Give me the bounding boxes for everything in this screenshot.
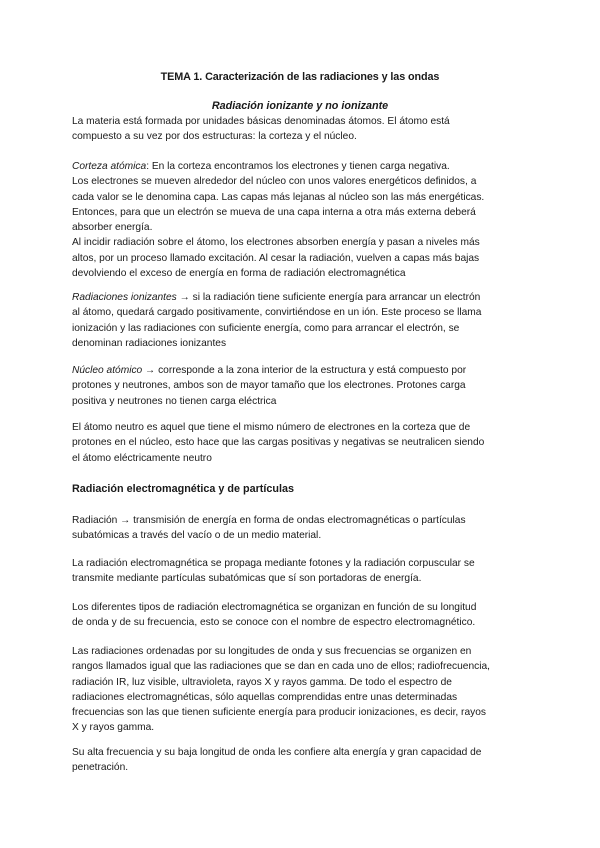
- term-nucleo-rest: → corresponde a la zona interior de la estructura y está compuesto por: [142, 365, 467, 376]
- text-line: El átomo neutro es aquel que tiene el mismo número de electrones en la corteza que de: [72, 422, 471, 433]
- nucleo-paragraph: [72, 363, 534, 409]
- espectro-paragraph: [72, 600, 534, 631]
- text-line: Radiación → transmisión de energía en forma de ondas electromagnéticas o partículas: [72, 515, 466, 526]
- corteza-paragraph: [72, 159, 534, 281]
- text-line: el átomo eléctricamente neutro: [72, 452, 212, 464]
- intro-paragraph: [72, 114, 534, 145]
- text-line: al átomo, quedará cargado positivamente, convirtiéndose en un ión. Este proceso se llama: [72, 307, 482, 319]
- text-line: Los electrones se mueven alrededor del núcleo con unos valores energéticos definidos, a: [72, 176, 477, 188]
- text-line: radiación IR, luz visible, ultravioleta, rayos X y rayos gamma. De todo el espectro de: [72, 676, 452, 688]
- ionizantes-paragraph: [72, 290, 534, 351]
- text-line: Su alta frecuencia y su baja longitud de onda les confiere alta energía y gran capacidad de: [72, 747, 482, 758]
- text-line: cada valor se le denomina capa. Las capas más lejanas al núcleo son las más energéticas.: [72, 191, 485, 203]
- text-line: compuesto a su vez por dos estructuras: la corteza y el núcleo.: [72, 131, 357, 143]
- text-line: protones y neutrones, ambos son de mayor tamaño que los electrones. Protones carga: [72, 380, 466, 392]
- text-line: radiaciones electromagnéticas, sólo aquellas comprendidas entre unas determinadas: [72, 691, 458, 703]
- text-line: positiva y neutrones no tienen carga eléctrica: [72, 395, 277, 407]
- text-line: [72, 290, 534, 305]
- text-line: subatómicas a través del vacío o de un medio material.: [72, 530, 322, 542]
- text-line: altos, por un proceso llamado excitación. Al cesar la radiación, vuelven a capas más bajas: [72, 252, 480, 264]
- text-line: ionización y las radiaciones con suficiente energía, como para arrancar el electrón, se: [72, 322, 460, 334]
- alta-paragraph: [72, 745, 534, 776]
- document-title: TEMA 1. Caracterización de las radiaciones y las ondas: [160, 71, 440, 83]
- text-line: de onda y de su frecuencia, esto se conoce con el nombre de espectro electromagnético.: [72, 617, 476, 629]
- text-line: denominan radiaciones ionizantes: [72, 337, 227, 349]
- text-line: rangos llamados igual que las radiaciones que se dan en cada uno de ellos; radiofrecuencia,: [72, 661, 490, 673]
- term-ionizantes: Radiaciones ionizantes: [72, 292, 177, 303]
- text-line: penetración.: [72, 762, 129, 774]
- text-line: X y rayos gamma.: [72, 722, 155, 734]
- rangos-paragraph: [72, 644, 534, 736]
- text-line: [72, 363, 534, 378]
- text-line: [72, 159, 534, 174]
- text-line: absorber energía.: [72, 222, 153, 234]
- radiacion-paragraph: [72, 513, 534, 544]
- text-line: Los diferentes tipos de radiación electromagnética se organizan en función de su longitud: [72, 602, 477, 613]
- term-corteza-rest: : En la corteza encontramos los electrones y tienen carga negativa.: [146, 161, 450, 172]
- section-heading: Radiación electromagnética y de partículas: [72, 483, 295, 495]
- text-line: La radiación electromagnética se propaga mediante fotones y la radiación corpuscular se: [72, 558, 475, 569]
- term-nucleo: Núcleo atómico: [72, 365, 143, 376]
- text-line: Al incidir radiación sobre el átomo, los electrones absorben energía y pasan a niveles más: [72, 237, 480, 249]
- text-line: devolviendo el exceso de energía en forma de radiación electromagnética: [72, 268, 406, 280]
- text-line: Entonces, para que un electrón se mueva de una capa interna a otra más externa deberá: [72, 206, 476, 218]
- text-line: protones en el núcleo, esto hace que las cargas positivas y negativas se neutralicen siendo: [72, 437, 485, 449]
- text-line: frecuencias son las que tienen suficiente energía para producir ionizaciones, es decir, rayos: [72, 707, 486, 719]
- text-line: Las radiaciones ordenadas por su longitudes de onda y sus frecuencias se organizen en: [72, 646, 472, 657]
- section-subtitle: Radiación ionizante y no ionizante: [211, 100, 389, 112]
- neutro-paragraph: [72, 420, 534, 466]
- text-line: transmite mediante partículas subatómicas que sí son portadoras de energía.: [72, 573, 422, 585]
- text-line: La materia está formada por unidades básicas denominadas átomos. El átomo está: [72, 116, 450, 127]
- term-corteza: Corteza atómica: [72, 161, 147, 172]
- fotones-paragraph: [72, 556, 534, 587]
- term-ionizantes-rest: → si la radiación tiene suficiente energía para arrancar un electrón: [176, 292, 481, 303]
